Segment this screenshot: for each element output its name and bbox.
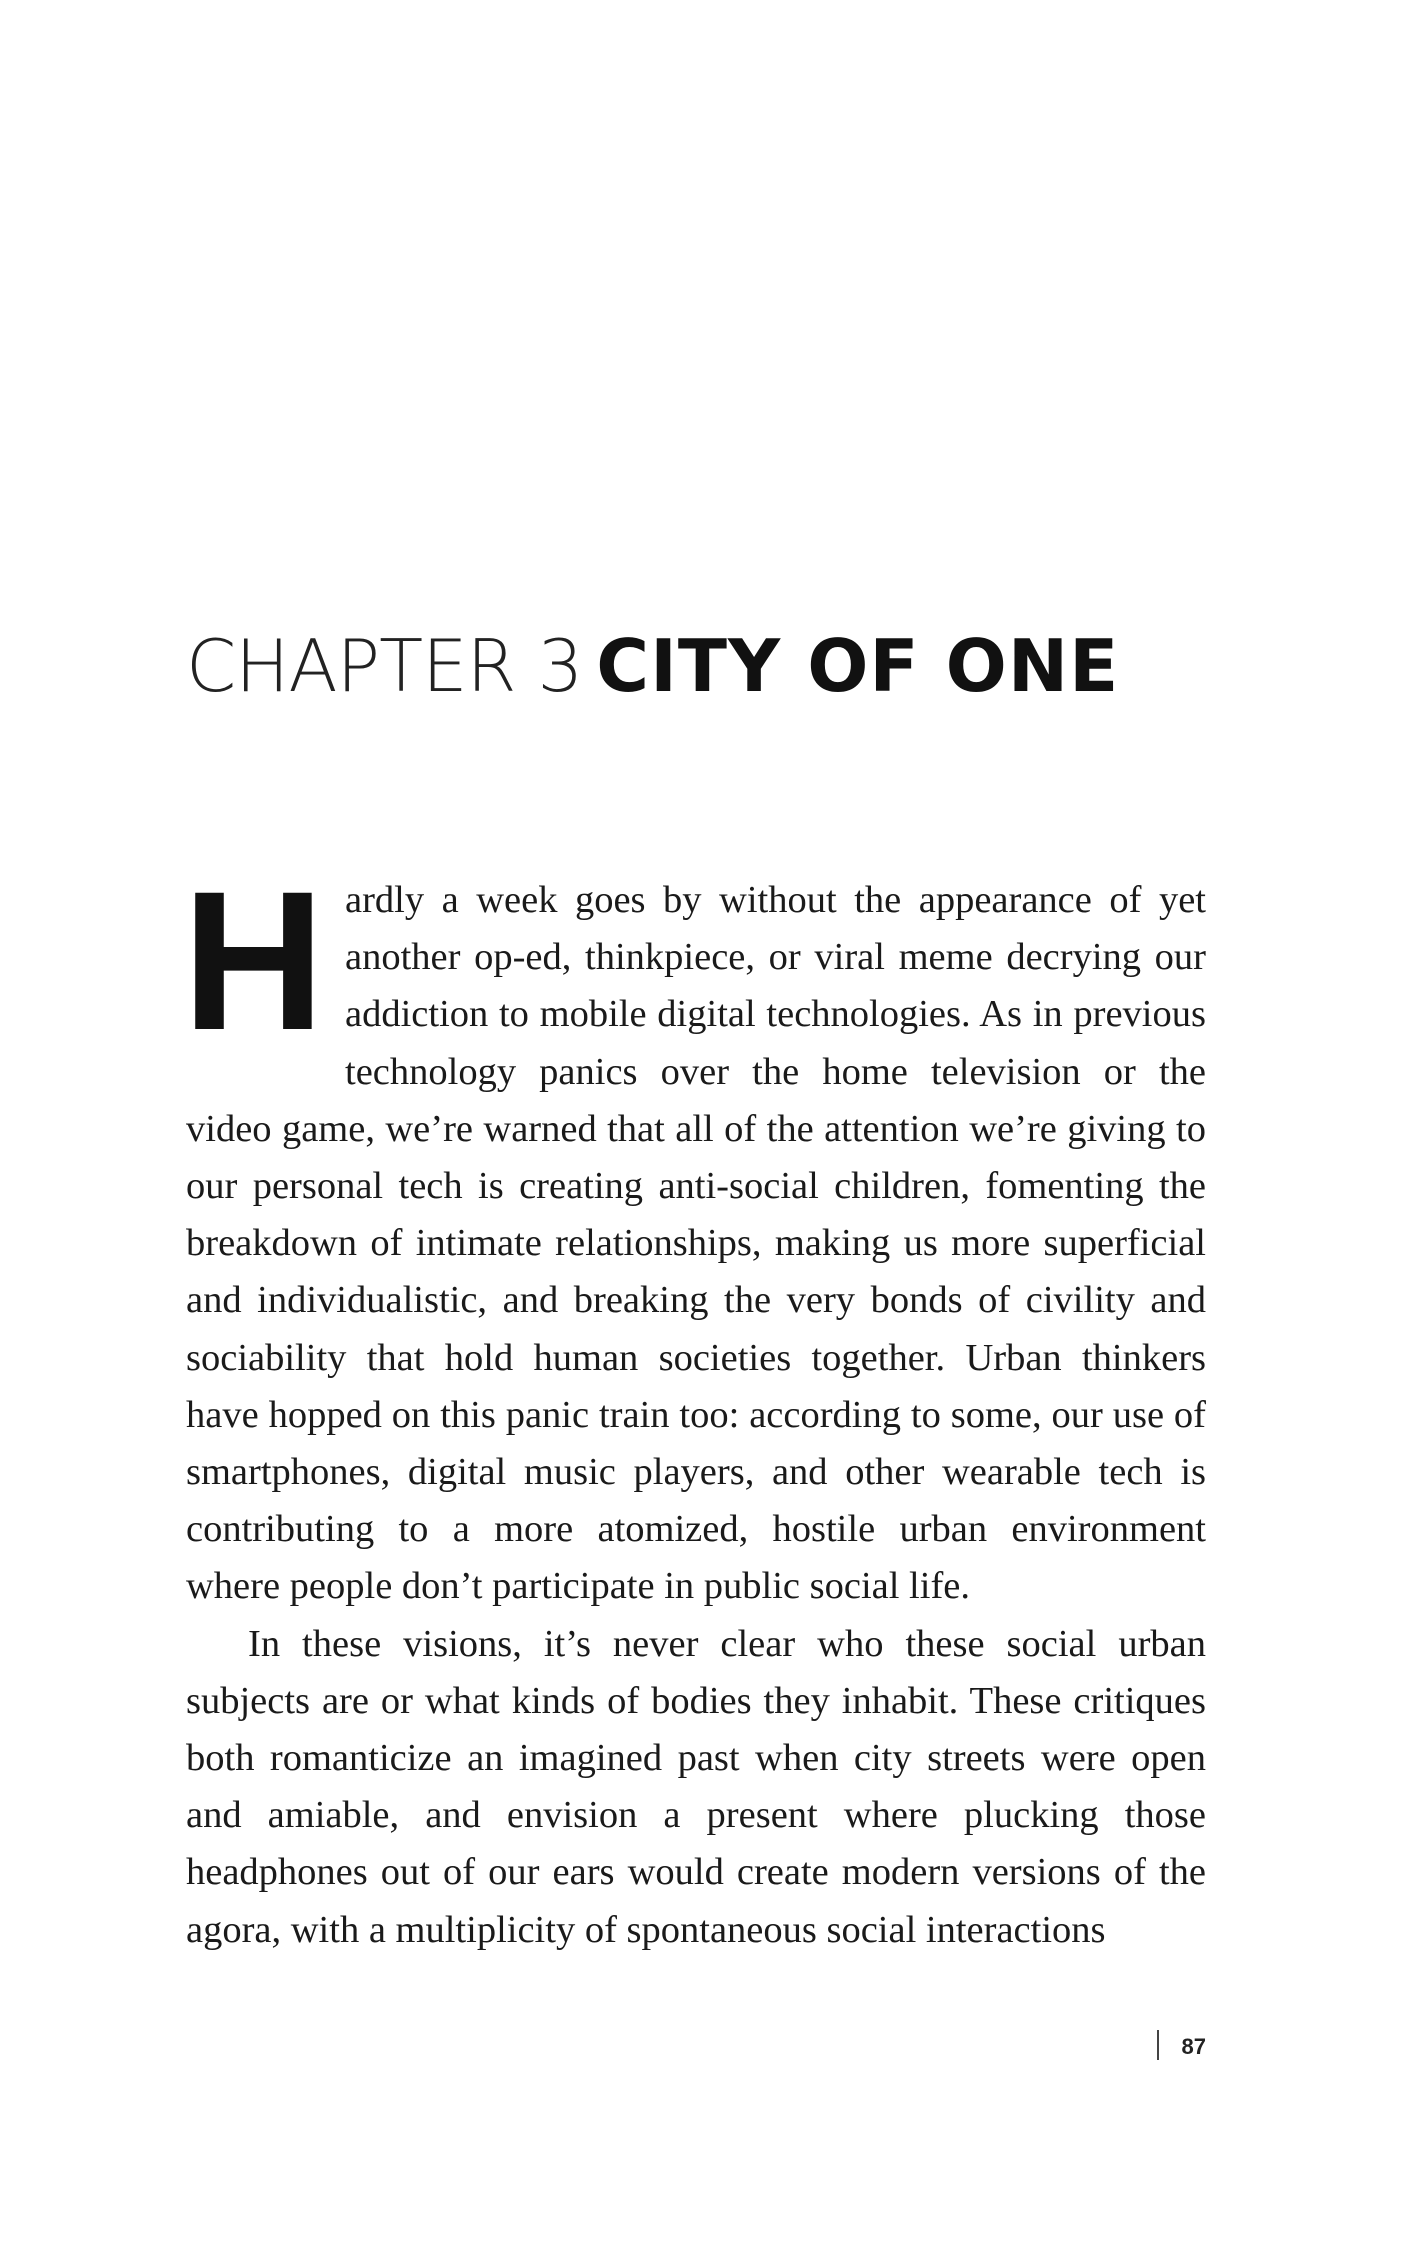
chapter-title: CITY OF ONE <box>596 624 1120 708</box>
paragraph-1-text: ardly a week goes by without the appearance of yet another op-ed, thinkpiece, or viral meme decrying our addiction to mobile digital technologies. As in previous technology panics over the home television or the video game, we’re warned that all of the attention we’re giving to our personal tech is creating anti-social children, fomenting the breakdown of intimate relationships, making us more superficial and individualistic, and breaking the very bonds of civility and sociability that hold human societies together. Urban thinkers have hopped on this panic train too: according to some, our use of smartphones, digital music players, and other wearable tech is contributing to a more atomized, hostile urban environment where people don’t participate in public social life. <box>186 879 1206 1608</box>
chapter-body <box>182 850 1206 1959</box>
page-number: 87 <box>1181 2034 1206 2059</box>
paragraph-2: In these visions, it’s never clear who these social urban subjects are or what kinds of bodies they inhabit. These critiques both romanticize an imagined past when city streets were open and amiable, and envision a present where plucking those headphones out of our ears would create modern versions of the agora, with a multiplicity of spontaneous social interactions <box>186 1622 1206 1951</box>
drop-cap: H <box>182 850 325 1071</box>
chapter-number-label: CHAPTER 3 <box>186 624 583 708</box>
paragraph-1 <box>182 850 1206 1616</box>
chapter-heading <box>186 624 1120 708</box>
